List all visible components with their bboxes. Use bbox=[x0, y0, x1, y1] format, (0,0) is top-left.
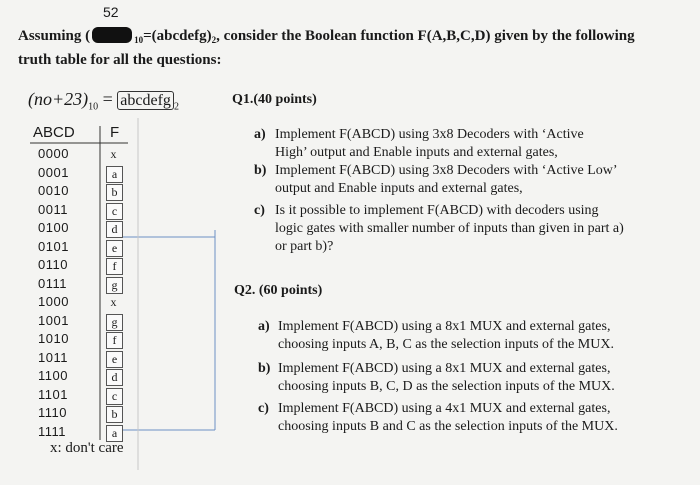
tt-row-abcd: 0000 bbox=[38, 146, 69, 161]
q1-a-line1: Implement F(ABCD) using 3x8 Decoders with ‘Active bbox=[275, 127, 584, 142]
q2-title-text: Q2. (60 points) bbox=[234, 283, 323, 298]
intro-text-a: Assuming ( bbox=[18, 28, 91, 44]
tt-row-f: d bbox=[106, 369, 123, 386]
tt-header-abcd: ABCD bbox=[33, 124, 75, 141]
q1-c-line1: Is it possible to implement F(ABCD) with decoders using bbox=[275, 203, 599, 218]
q2-c-label-text: c) bbox=[258, 401, 269, 416]
q1-c-label bbox=[254, 202, 265, 220]
intro-line-2: truth table for all the questions: bbox=[18, 52, 222, 68]
q1-a-label-text: a) bbox=[254, 127, 266, 142]
tt-row-f: b bbox=[106, 184, 123, 201]
tt-row-abcd: 1000 bbox=[38, 294, 69, 309]
tt-row-abcd: 1010 bbox=[38, 331, 69, 346]
intro-sub2: 2 bbox=[211, 35, 217, 45]
tt-row-f: e bbox=[106, 351, 123, 368]
intro-text-b: =(abcdefg) bbox=[143, 28, 212, 44]
tt-row-f: a bbox=[106, 425, 123, 442]
q1-c-line2: logic gates with smaller number of inputs than given in part a) bbox=[275, 221, 624, 236]
tt-row-abcd: 1101 bbox=[38, 386, 68, 402]
tt-row-f: b bbox=[106, 406, 123, 423]
tt-row-f: e bbox=[106, 240, 123, 257]
tt-row-f: f bbox=[106, 332, 123, 349]
tt-row-f: x bbox=[110, 147, 117, 161]
tt-row-abcd: 0001 bbox=[38, 164, 69, 180]
q1-b-line1: Implement F(ABCD) using 3x8 Decoders with ‘Active Low’ bbox=[275, 163, 618, 178]
eq-lhs-sub: 10 bbox=[88, 101, 99, 113]
tt-row-abcd: 0110 bbox=[38, 257, 68, 272]
tt-row-abcd: 1111 bbox=[38, 423, 67, 439]
q1-a-line2: High’ output and Enable inputs and external gates, bbox=[275, 145, 558, 160]
q2-title bbox=[234, 282, 322, 300]
q2-b-label-text: b) bbox=[258, 361, 271, 376]
intro-text-c: , consider the Boolean function F(A,B,C,D) given by the following bbox=[216, 28, 635, 44]
tt-row-f: c bbox=[106, 203, 123, 220]
q1-title bbox=[232, 91, 317, 109]
page-number: 52 bbox=[103, 4, 119, 20]
q2-c-line1: Implement F(ABCD) using a 4x1 MUX and external gates, bbox=[278, 401, 611, 416]
q2-c-line2: choosing inputs B and C as the selection inputs of the MUX. bbox=[278, 419, 618, 434]
q2-c-label bbox=[258, 400, 269, 418]
eq-lhs: (no+23) bbox=[28, 89, 89, 109]
tt-row-abcd: 1100 bbox=[38, 368, 68, 383]
q2-b-line1: Implement F(ABCD) using a 8x1 MUX and external gates, bbox=[278, 361, 611, 376]
tt-row-abcd: 0100 bbox=[38, 220, 69, 235]
q2-a-line1: Implement F(ABCD) using a 8x1 MUX and external gates, bbox=[278, 319, 611, 334]
tt-row-f: d bbox=[106, 221, 123, 238]
tt-row-f: a bbox=[106, 166, 123, 183]
q1-a-label bbox=[254, 126, 266, 144]
tt-row-f: c bbox=[106, 388, 123, 405]
tt-row-abcd: 0010 bbox=[38, 183, 69, 198]
eq-rhs-sub: 2 bbox=[173, 101, 179, 113]
tt-row-f: x bbox=[110, 295, 117, 309]
tt-row-f: g bbox=[106, 277, 123, 294]
q1-b-line2: output and Enable inputs and external gates, bbox=[275, 181, 523, 196]
tt-row-abcd: 1011 bbox=[38, 349, 68, 365]
q1-title-text: Q1.(40 points) bbox=[232, 92, 317, 107]
tt-row-f: f bbox=[106, 258, 123, 275]
tt-row-abcd: 1001 bbox=[38, 312, 69, 328]
q2-b-label bbox=[258, 360, 270, 378]
q1-c-label-text: c) bbox=[254, 203, 265, 218]
tt-header-f: F bbox=[110, 124, 120, 141]
q1-b-label bbox=[254, 162, 266, 180]
dont-care-note: x: don't care bbox=[50, 440, 124, 456]
tt-row-abcd: 0101 bbox=[38, 238, 69, 254]
q2-a-label bbox=[258, 318, 270, 336]
tt-row-abcd: 0111 bbox=[38, 275, 67, 291]
q2-a-line2: choosing inputs A, B, C as the selection inputs of the MUX. bbox=[278, 337, 614, 352]
q2-b-line2: choosing inputs B, C, D as the selection inputs of the MUX. bbox=[278, 379, 615, 394]
tt-row-f: g bbox=[106, 314, 123, 331]
tt-row-abcd: 0011 bbox=[38, 201, 68, 217]
tt-row-abcd: 1110 bbox=[38, 405, 67, 420]
q1-c-line3: or part b)? bbox=[275, 239, 334, 254]
eq-rhs: abcdefg bbox=[117, 91, 174, 110]
eq-sign: = bbox=[102, 89, 113, 109]
q1-b-label-text: b) bbox=[254, 163, 267, 178]
q2-a-label-text: a) bbox=[258, 319, 270, 334]
intro-sub: 10 bbox=[134, 35, 144, 45]
